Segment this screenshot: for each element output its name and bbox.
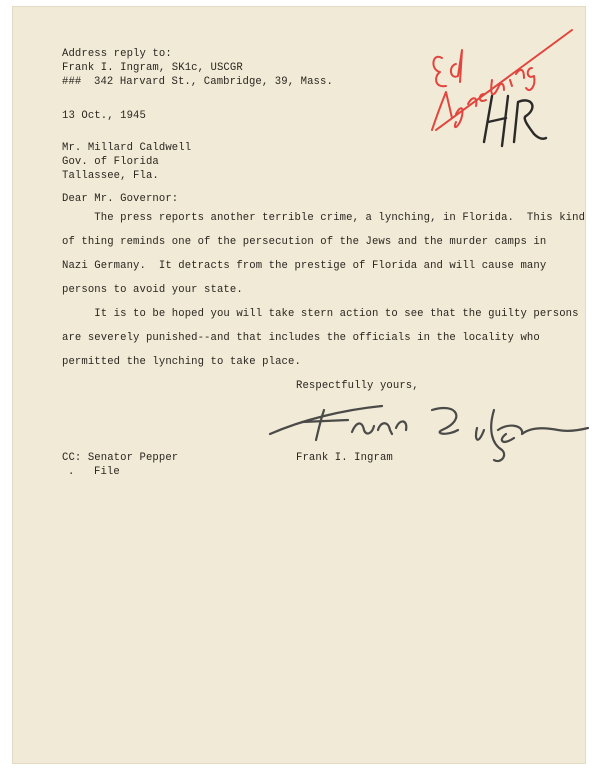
sender-line: Frank I. Ingram, SK1c, USCGR	[62, 62, 243, 74]
letter-date: 13 Oct., 1945	[62, 110, 146, 122]
address-line: 342 Harvard St., Cambridge, 39, Mass.	[94, 76, 333, 88]
body-line: of thing reminds one of the persecution of the Jews and the murder camps in	[62, 236, 547, 248]
body-line: Nazi Germany. It detracts from the prestige of Florida and will cause many	[62, 260, 547, 272]
body-line: persons to avoid your state.	[62, 284, 243, 296]
body-line: are severely punished--and that includes the officials in the locality who	[62, 332, 540, 344]
body-line: permitted the lynching to take place.	[62, 356, 301, 368]
cc-bullet: .	[68, 466, 75, 478]
salutation: Dear Mr. Governor:	[62, 193, 179, 205]
body-line: The press reports another terrible crime, a lynching, in Florida. This kind	[62, 212, 586, 224]
reply-label: Address reply to:	[62, 48, 172, 60]
recipient-line: Mr. Millard Caldwell	[62, 142, 192, 154]
signature-name: Frank I. Ingram	[296, 452, 393, 464]
body-line: It is to be hoped you will take stern action to see that the guilty persons	[62, 308, 579, 320]
recipient-line: Tallassee, Fla.	[62, 170, 159, 182]
recipient-line: Gov. of Florida	[62, 156, 159, 168]
cc-file: File	[94, 466, 120, 478]
closing: Respectfully yours,	[296, 380, 419, 392]
black-initials-annotation	[474, 82, 554, 162]
cc-label: CC: Senator Pepper	[62, 452, 179, 464]
letter-page	[12, 6, 586, 764]
address-prefix: ###	[62, 76, 82, 88]
